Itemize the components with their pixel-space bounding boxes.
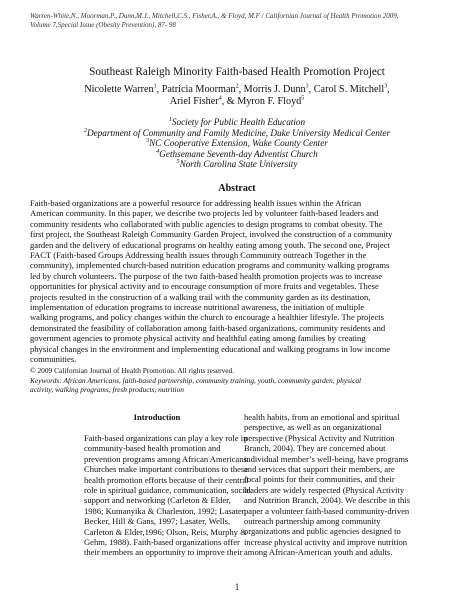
body-line: among African-American youth and adults. — [244, 547, 393, 558]
body-line: 1986; Kumanyika & Charleston, 1992; Lasater, — [84, 505, 247, 516]
affiliation — [0, 138, 474, 149]
author-list — [0, 84, 474, 108]
affiliation — [0, 149, 474, 160]
page-number: 1 — [234, 582, 240, 592]
citation-line: Volume 7,Special Issue (Obesity Prevention), 87- 98 — [30, 21, 176, 29]
affiliation-text: Gethsemane Seventh-day Adventist Church — [159, 148, 318, 159]
body-line: perspective (Physical Activity and Nutrition — [244, 432, 395, 443]
author-separator: , — [238, 84, 244, 95]
body-line: role in spiritual guidance, communication, social — [84, 485, 251, 496]
body-line: support and networking (Carleton & Elder, — [84, 495, 231, 506]
author-affiliation-mark: 3 — [305, 83, 309, 90]
introduction-heading: Introduction — [133, 412, 181, 422]
copyright-notice: © 2009 Californian Journal of Health Promotion. All rights reserved. — [30, 366, 235, 375]
affiliation-mark: 2 — [83, 127, 87, 134]
author-name: Patricia Moorman — [161, 84, 236, 95]
abstract-line: FACT (Faith-based Groups Addressing health issues through Community outreach Together in the — [30, 250, 367, 261]
author-line — [0, 84, 474, 96]
abstract-line: walking programs, and policy changes within the church to encourage a healthier lifestyle. The projects — [30, 312, 384, 323]
body-line: health habits, from an emotional and spiritual — [244, 412, 400, 422]
abstract-line: government agencies to promote physical activity and healthful eating among families by creating — [30, 333, 366, 344]
right-column-text — [244, 412, 411, 558]
body-line: Faith-based organizations can play a key role in — [84, 433, 248, 443]
body-line: and services that support their members, are — [244, 464, 395, 475]
author-affiliation-mark: 2 — [235, 83, 239, 90]
body-line: Churches make important contributions to these — [84, 464, 249, 475]
affiliation — [0, 117, 474, 128]
abstract-heading: Abstract — [218, 183, 256, 194]
right-column — [244, 412, 411, 558]
paper-title: Southeast Raleigh Minority Faith-based Health Promotion Project — [89, 66, 385, 78]
author-affiliation-mark: 3 — [384, 83, 388, 90]
author-separator: , & — [221, 96, 238, 107]
author-separator: , — [308, 84, 314, 95]
body-line: outreach partnership among community — [244, 516, 381, 527]
author-name: Carol S. Mitchell — [313, 84, 385, 95]
affiliation-mark: 1 — [168, 116, 172, 123]
affiliation-mark: 5 — [176, 158, 180, 165]
body-line: Branch, 2004). They are concerned about — [244, 443, 386, 454]
keywords-line: Keywords: African Americans, faith-based partnership, community training, youth, community garden, physical — [30, 376, 362, 385]
abstract-line: implementation of education programs to increase nutritional awareness, the initiation of multiple — [30, 302, 365, 313]
body-line: and Nutrition Branch, 2004). We describe in this — [244, 495, 411, 506]
affiliation-text: North Carolina State University — [179, 159, 298, 169]
body-line: Carleton & Elder,1996; Olson, Reis, Murphy & — [84, 526, 247, 537]
body-line: organizations and public agencies designed to — [244, 526, 401, 537]
body-line: focal points for their communities, and their — [244, 474, 395, 485]
abstract-line: communities. — [30, 354, 77, 365]
affiliation-list — [0, 117, 474, 170]
abstract-line: opportunities for physical activity and to encourage consumption of more fruits and vegetables. These — [30, 281, 379, 292]
abstract-line: first project, the Southeast Raleigh Community Garden Project, involved the construction of a community — [30, 229, 393, 240]
abstract-line: community residents who collaborated with public agencies to design programs to combat obesity. The — [30, 218, 383, 229]
abstract-line: led by church volunteers. The purpose of the two faith-based health promotion projects was to increase — [30, 270, 383, 281]
author-name: Myron F. Floyd — [237, 96, 302, 107]
abstract-line: Faith-based organizations are a powerful resource for addressing health issues within the African — [30, 198, 362, 208]
left-column-text — [84, 433, 251, 558]
body-line: health promotion efforts because of their central — [84, 474, 249, 485]
keywords-line: activity, walking programs, fresh products, nutrition — [30, 385, 184, 395]
author-name: Ariel Fisher — [169, 96, 219, 107]
author-affiliation-mark: 5 — [301, 95, 305, 102]
abstract-line: garden and the delivery of educational programs on healthy eating among youth. The second one, Project — [30, 239, 390, 250]
body-line: increase physical activity and improve nutrition — [244, 536, 408, 547]
body-line: their members an opportunity to improve their — [84, 547, 243, 558]
author-name: Morris J. Dunn — [243, 84, 306, 95]
affiliation-mark: 4 — [156, 148, 160, 155]
body-line: leaders are widely respected (Physical Activity — [244, 484, 405, 495]
author-separator: , — [156, 84, 162, 95]
author-affiliation-mark: 1 — [153, 83, 157, 90]
affiliation-text: NC Cooperative Extension, Wake County Center — [149, 138, 328, 148]
abstract-body — [30, 198, 446, 365]
keywords — [30, 376, 446, 395]
body-line: perspective, as well as an organizational — [244, 422, 382, 433]
body-line: Gehm, 1988). Faith-based organizations offer — [84, 537, 240, 548]
author-affiliation-mark: 4 — [218, 95, 222, 102]
body-line: paper a volunteer faith-based community-driven — [244, 505, 410, 516]
body-line: Becker, Hill & Gans, 1997; Lasater, Wells, — [84, 516, 231, 527]
abstract-line: physical changes in the environment and implementing educational and walking programs in low income — [30, 343, 391, 354]
affiliation — [0, 159, 474, 170]
body-line: community-based health promotion and — [84, 443, 221, 454]
author-separator: , — [387, 84, 390, 95]
affiliation-mark: 3 — [146, 137, 150, 144]
abstract-line: community), implemented church-based nutrition education programs and community walking programs — [30, 260, 390, 271]
author-name: Nicolette Warren — [84, 84, 154, 95]
body-line: individual member’s well-being, have programs — [244, 453, 409, 464]
affiliation-text: Society for Public Health Education — [171, 117, 306, 127]
abstract-line: projects resulted in the construction of a walking trail with the community garden as its destination, — [30, 291, 371, 302]
body-line: prevention programs among African Americans. — [84, 453, 249, 464]
left-column — [84, 412, 251, 558]
abstract-line: American community. In this paper, we describe two projects led by volunteer faith-based leaders and — [30, 208, 379, 219]
citation-line: Warren-White,N., Moorman,P., Dunn,M.J., Mitchell,C.S., Fisher,A., & Floyd, M.F / Californian Journal of Health Promotion 2009, — [30, 12, 399, 20]
affiliation — [0, 128, 474, 139]
abstract-line: demonstrated the feasibility of collaboration among faith-based organizations, community residents and — [30, 322, 386, 333]
affiliation-text: Department of Community and Family Medicine, Duke University Medical Center — [86, 127, 391, 138]
journal-citation-header — [30, 12, 450, 30]
author-line — [0, 96, 474, 108]
